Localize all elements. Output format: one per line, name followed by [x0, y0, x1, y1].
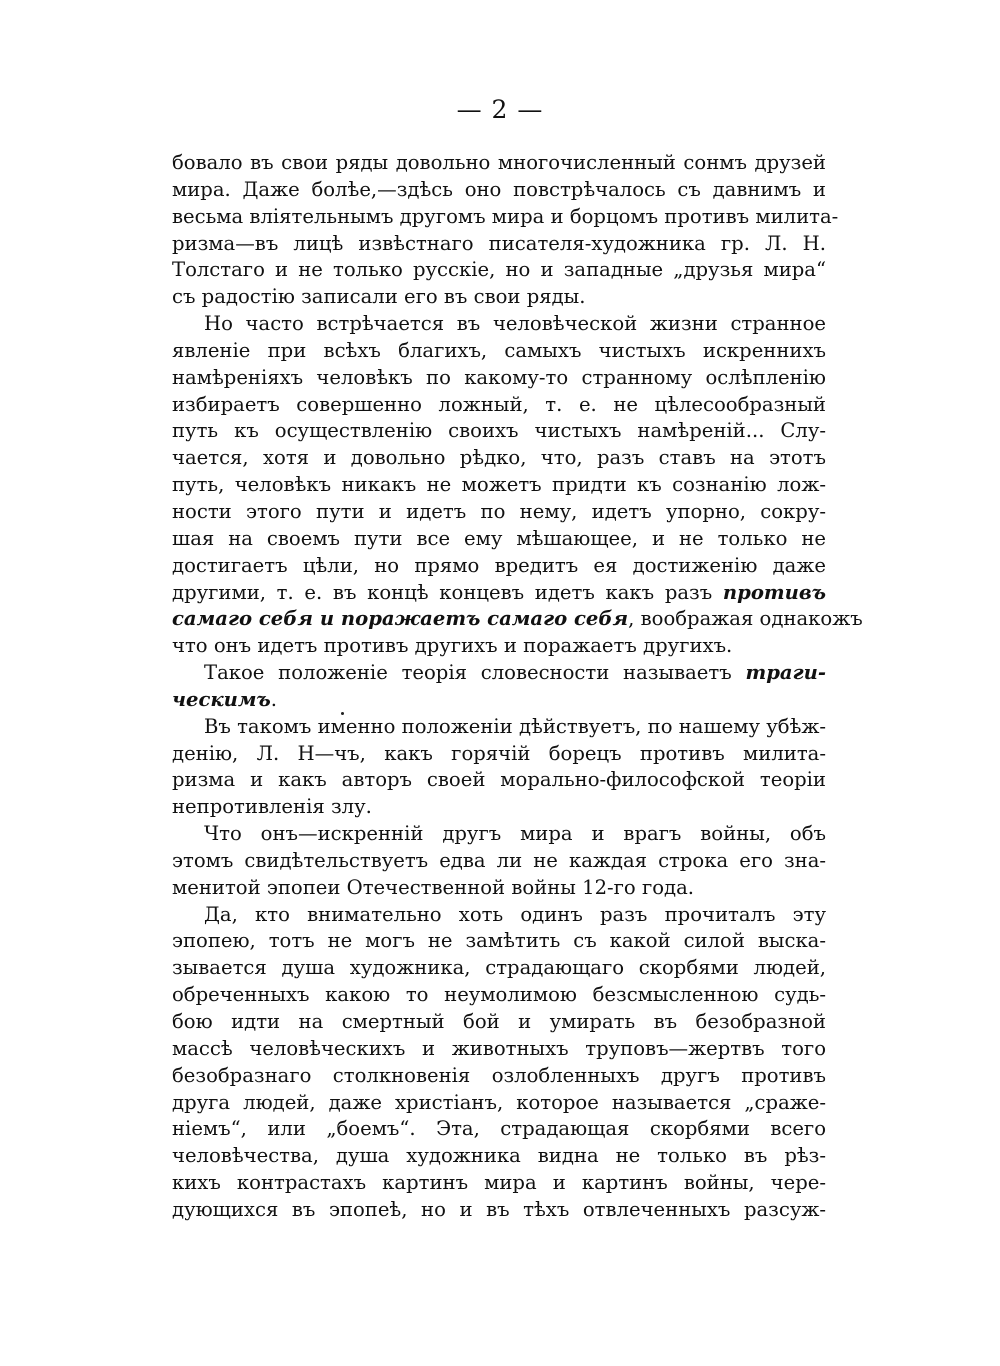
text-run: зывается душа художника, страдающаго скорбями людей, — [172, 956, 826, 980]
text-run: Но часто встрѣчается въ человѣческой жизни странное — [204, 312, 826, 336]
text-run: Да, кто внимательно хоть одинъ разъ прочиталъ эту — [204, 902, 826, 926]
text-line — [172, 580, 826, 607]
text-line — [172, 606, 863, 633]
text-run: ризма и какъ авторъ своей морально-философской теоріи — [172, 768, 826, 792]
emphasis-run: самаго себя и поражаетъ самаго себя — [172, 607, 629, 631]
text-run: , воображая однакожъ — [628, 607, 863, 631]
emphasis-run: траги- — [745, 661, 826, 685]
body-text — [172, 150, 863, 1224]
text-line — [172, 499, 826, 526]
text-run: дующихся въ эпопеѣ, но и въ тѣхъ отвлеченныхъ разсуж- — [172, 1197, 826, 1221]
text-line — [172, 472, 826, 499]
emphasis-run: противъ — [722, 580, 826, 604]
text-run: явленіе при всѣхъ благихъ, самыхъ чистыхъ искреннихъ — [172, 338, 826, 362]
text-run: безобразнаго столкновенія озлобленныхъ другъ противъ — [172, 1063, 826, 1087]
text-run: Въ такомъ именно положеніи дѣйствуетъ, по нашему убѣж- — [204, 714, 827, 738]
text-line — [172, 1009, 826, 1036]
text-run: ности этого пути и идетъ по нему, идетъ упорно, сокру- — [172, 499, 826, 523]
text-run: . — [270, 687, 278, 711]
text-run: этомъ свидѣтельствуетъ едва ли не каждая строка его зна- — [172, 848, 826, 872]
text-line — [172, 150, 826, 177]
text-line — [172, 660, 826, 687]
text-line — [172, 231, 826, 258]
text-run: бою идти на смертный бой и умирать въ безобразной — [172, 1010, 826, 1033]
text-line — [172, 741, 826, 768]
text-run: массѣ человѣческихъ и животныхъ труповъ—жертвъ того — [172, 1036, 826, 1060]
text-line — [172, 982, 826, 1009]
text-run: другими, т. е. въ концѣ концевъ идетъ какъ разъ — [172, 580, 723, 604]
text-run: человѣчества, душа художника видна не только въ рѣз- — [172, 1144, 826, 1168]
text-run: обреченныхъ какою то неумолимою безсмысленною судь- — [172, 983, 826, 1007]
text-line — [172, 821, 826, 848]
ink-speck — [341, 712, 344, 715]
text-line — [172, 445, 826, 472]
text-run: кихъ контрастахъ картинъ мира и картинъ войны, чере- — [172, 1171, 826, 1195]
text-line — [172, 177, 826, 204]
text-line — [172, 955, 826, 982]
text-line — [172, 794, 826, 821]
text-line — [172, 1090, 826, 1117]
text-line — [172, 1197, 826, 1224]
text-run: шая на своемъ пути все ему мѣшающее, и не только не — [172, 526, 826, 550]
text-line — [172, 875, 826, 902]
text-run: мира. Даже болѣе,—здѣсь оно повстрѣчалось съ давнимъ и — [172, 177, 826, 201]
page-number: — 2 — — [456, 95, 544, 124]
text-line — [172, 1170, 826, 1197]
text-line — [172, 284, 826, 311]
text-run: непротивленія злу. — [172, 795, 372, 819]
text-line — [172, 928, 826, 955]
text-line — [172, 311, 826, 338]
text-run: намѣреніяхъ человѣкъ по какому-то странному ослѣпленію — [172, 365, 826, 389]
text-run: достигаетъ цѣли, но прямо вредитъ ея достиженію даже — [172, 553, 826, 577]
text-run: Толстаго и не только русскіе, но и западные „друзья мира“ — [172, 258, 826, 282]
text-line — [172, 418, 826, 445]
text-line — [172, 714, 826, 741]
text-line — [172, 633, 826, 660]
text-line — [172, 257, 826, 284]
text-line — [172, 1143, 826, 1170]
text-line — [172, 204, 839, 231]
text-run: ніемъ“, или „боемъ“. Эта, страдающая скорбями всего — [172, 1117, 826, 1141]
text-run: Такое положеніе теорія словесности называетъ — [204, 661, 746, 685]
text-line — [172, 1036, 826, 1063]
text-run: Что онъ—искренній другъ мира и врагъ войны, объ — [204, 822, 826, 846]
text-line — [172, 553, 826, 580]
text-run: избираетъ совершенно ложный, т. е. не цѣлесообразный — [172, 392, 826, 416]
text-run: что онъ идетъ противъ другихъ и поражаетъ другихъ. — [172, 634, 733, 658]
text-run: съ радостію записали его въ свои ряды. — [172, 285, 586, 309]
text-line — [172, 1063, 826, 1090]
text-line — [172, 848, 826, 875]
text-line — [172, 902, 826, 929]
text-run: путь, человѣкъ никакъ не можетъ придти къ сознанію лож- — [172, 473, 826, 497]
text-run: эпопею, тотъ не могъ не замѣтить съ какой силой выска- — [172, 929, 826, 953]
text-line — [172, 365, 826, 392]
text-run: менитой эпопеи Отечественной войны 12-го года. — [172, 875, 694, 899]
text-line — [172, 526, 826, 553]
emphasis-run: ческимъ — [172, 687, 271, 711]
text-run: денію, Л. Н—чъ, какъ горячій борецъ противъ милита- — [172, 741, 826, 765]
text-line — [172, 392, 826, 419]
text-run: весьма вліятельнымъ другомъ мира и борцомъ противъ милита- — [172, 204, 839, 228]
text-run: путь къ осуществленію своихъ чистыхъ намѣреній... Слу- — [172, 419, 826, 443]
text-line — [172, 338, 826, 365]
text-line — [172, 767, 826, 794]
text-run: друга людей, даже христіанъ, которое называется „сраже- — [172, 1090, 826, 1114]
text-line — [172, 687, 826, 714]
text-run: бовало въ свои ряды довольно многочисленный сонмъ друзей — [172, 151, 826, 174]
text-run: ризма—въ лицѣ извѣстнаго писателя-художника гр. Л. Н. — [172, 231, 826, 255]
text-line — [172, 1116, 826, 1143]
text-run: чается, хотя и довольно рѣдко, что, разъ ставъ на этотъ — [172, 446, 826, 470]
